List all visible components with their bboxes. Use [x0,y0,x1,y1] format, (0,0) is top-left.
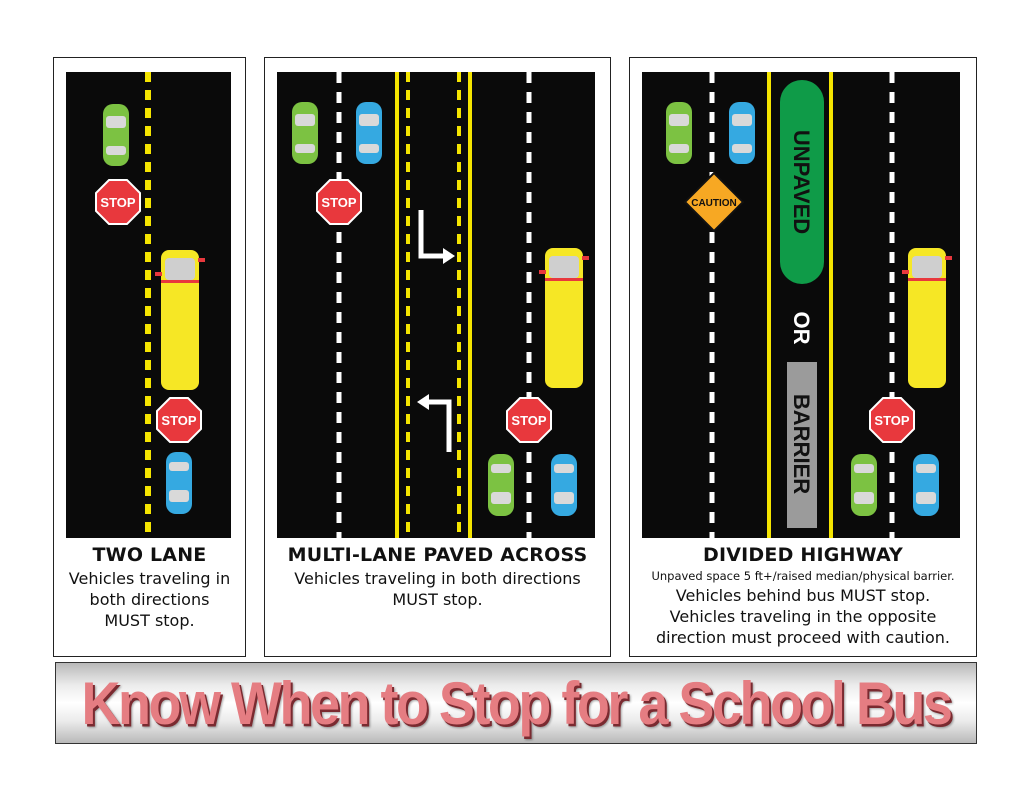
car-icon [292,102,318,164]
school-bus-icon [155,250,205,390]
two-lane-road [66,72,231,538]
description-line: Vehicles traveling in both directions [294,569,581,588]
description-line: Vehicles traveling in [68,569,231,588]
description-line: direction must proceed with caution. [655,628,951,647]
description-line: Vehicles traveling in the opposite [669,607,937,626]
panel-title: TWO LANE [92,544,207,566]
car-icon [166,452,192,514]
stop-sign-icon [870,398,914,442]
banner-title: Know When to Stop for a School Bus [81,670,951,738]
divided-highway-caption [630,544,976,648]
panel-description [630,585,976,648]
car-icon [913,454,939,516]
arrow-head [417,394,429,410]
two-lane-panel [53,57,246,657]
divided-highway-panel [629,57,977,657]
stop-sign-text: STOP [321,195,357,210]
multi-lane-diagram [277,72,595,538]
panel-description [54,568,245,631]
car-icon [488,454,514,516]
description-line: MUST stop. [392,590,483,609]
panel-title: MULTI-LANE PAVED ACROSS [287,544,588,566]
divided-highway-road [642,72,960,538]
title-banner [55,662,977,744]
stop-sign-text: STOP [100,195,136,210]
car-icon [666,102,692,164]
turn-arrow-icon [421,210,445,256]
school-bus-icon [902,248,952,388]
caution-sign-text: CAUTION [691,198,737,209]
multi-lane-road [277,72,595,538]
panel-note: Unpaved space 5 ft+/raised median/physical barrier. [651,569,955,583]
arrow-head [443,248,455,264]
car-icon [551,454,577,516]
description-line: Vehicles behind bus MUST stop. [675,586,931,605]
car-icon [729,102,755,164]
car-icon [103,104,129,166]
school-bus-icon [539,248,589,388]
or-label: OR [789,311,814,345]
panel-title: DIVIDED HIGHWAY [703,544,903,566]
divided-highway-diagram [642,72,960,538]
description-line: MUST stop. [104,611,195,630]
stop-sign-text: STOP [161,413,197,428]
caution-sign-icon [685,173,743,231]
panel-description [265,568,610,610]
stop-sign-icon [96,180,140,224]
car-icon [851,454,877,516]
turn-arrow-icon [427,402,449,452]
description-line: both directions [89,590,210,609]
two-lane-diagram [66,72,231,538]
two-lane-caption [54,544,245,631]
stop-sign-text: STOP [874,413,910,428]
car-icon [356,102,382,164]
multi-lane-panel [264,57,611,657]
stop-sign-icon [507,398,551,442]
barrier-label: BARRIER [789,393,814,495]
unpaved-label: UNPAVED [789,129,814,235]
multi-lane-caption [265,544,610,610]
stop-sign-text: STOP [511,413,547,428]
stop-sign-icon [317,180,361,224]
stop-sign-icon [157,398,201,442]
